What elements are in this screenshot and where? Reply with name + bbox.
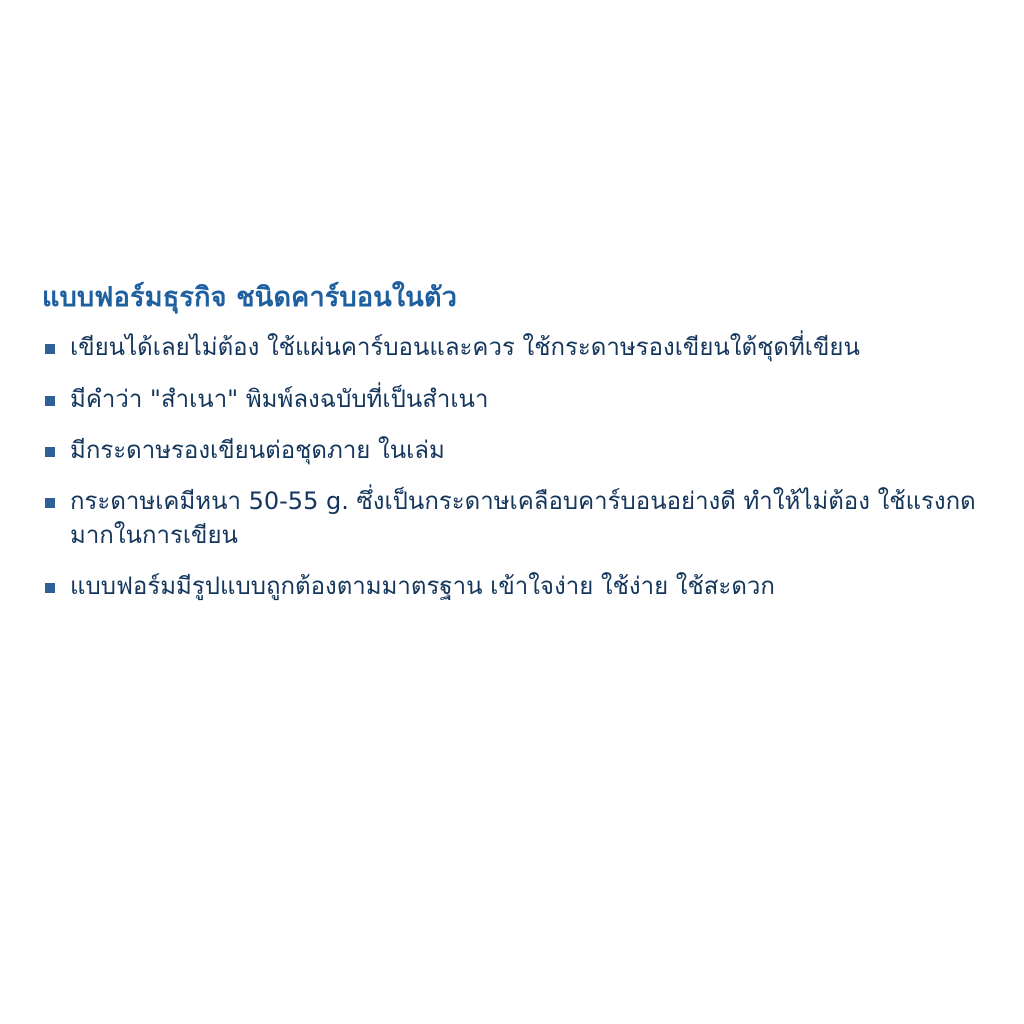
list-item [42,382,982,416]
list-item [42,330,982,364]
list-item-text: เขียนได้เลยไม่ต้อง ใช้แผ่นคาร์บอนและควร ใช้กระดาษรองเขียนใต้ชุดที่เขียน [70,333,860,362]
document-content [42,280,982,603]
list-item-text: กระดาษเคมีหนา 50-55 g. ซึ่งเป็นกระดาษเคลือบคาร์บอนอย่างดี ทำให้ไม่ต้อง ใช้แรงกดมากในการเขียน [70,486,976,549]
list-item-text: มีคำว่า "สำเนา" พิมพ์ลงฉบับที่เป็นสำเนา [70,384,489,413]
square-bullet-icon [45,344,55,354]
list-item [42,433,982,467]
list-item [42,569,982,603]
page-title: แบบฟอร์มธุรกิจ ชนิดคาร์บอนในตัว [42,282,458,313]
list-item-text: แบบฟอร์มมีรูปแบบถูกต้องตามมาตรฐาน เข้าใจง่าย ใช้ง่าย ใช้สะดวก [70,571,775,600]
list-item-text: มีกระดาษรองเขียนต่อชุดภาย ในเล่ม [70,435,445,464]
feature-bullet-list [42,330,982,602]
square-bullet-icon [45,447,55,457]
square-bullet-icon [45,396,55,406]
square-bullet-icon [45,498,55,508]
square-bullet-icon [45,583,55,593]
list-item [42,484,982,552]
